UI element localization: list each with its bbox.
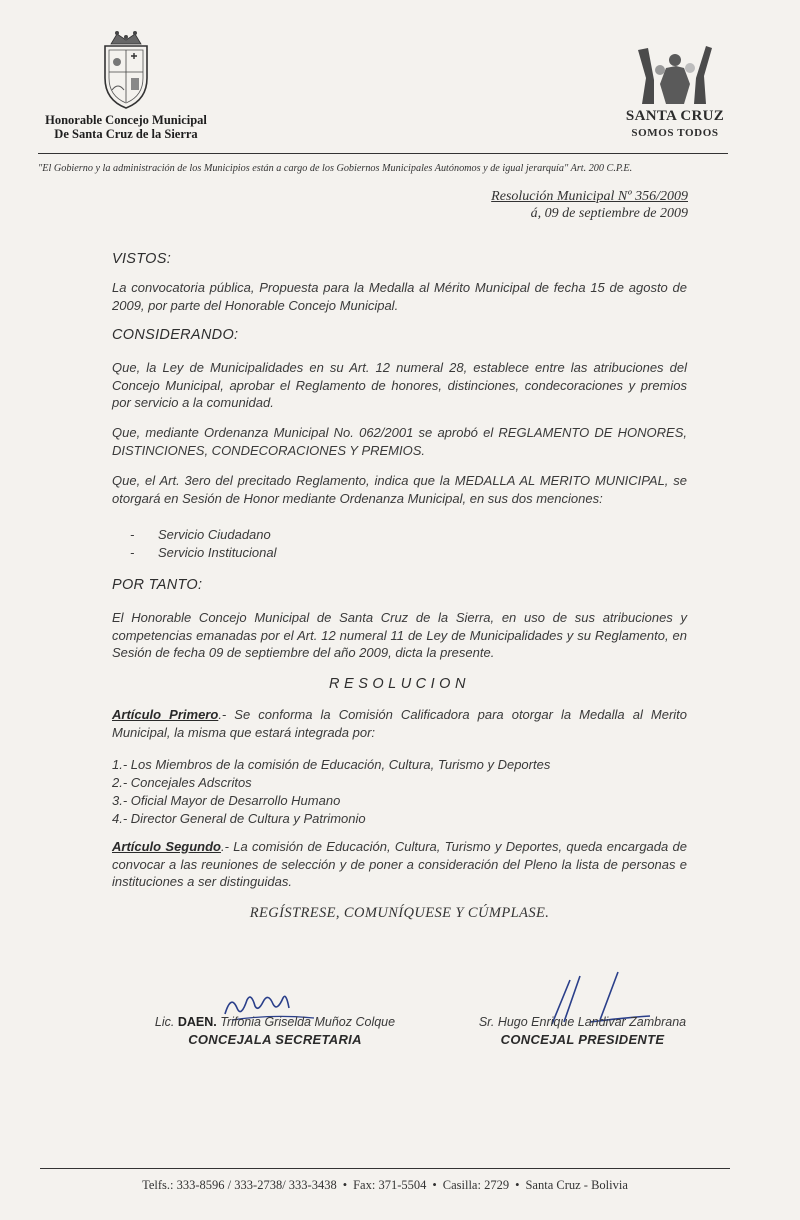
considerando-paragraph-3: Que, el Art. 3ero del precitado Reglamento, indica que la MEDALLA AL MERITO MUNICIPAL, se otorgará en Sesión de Honor mediante Ordenanza Municipal, en sus dos menciones:	[112, 473, 687, 506]
list-item: 1.- Los Miembros de la comisión de Educación, Cultura, Turismo y Deportes	[112, 757, 551, 772]
org-name-line1: Honorable Concejo Municipal	[45, 113, 207, 127]
portanto-paragraph: El Honorable Concejo Municipal de Santa Cruz de la Sierra, en uso de sus atribuciones y competencias emanadas por el Art. 12 numeral 11 de Ley de Municipalidades y su Reglamento, en Sesión de fecha 09 de septiembre del año 2009, dicta la presente.	[112, 610, 687, 660]
header-divider	[38, 153, 728, 154]
considerando-paragraph-1: Que, la Ley de Municipalidades en su Art. 12 numeral 28, establece entre las atribuciones del Concejo Municipal, aprobar el Reglamento de honores, distinciones, condecoraciones y premios por servicio a la comunidad.	[112, 360, 687, 410]
closing-formula: REGÍSTRESE, COMUNÍQUESE Y CÚMPLASE.	[249, 905, 550, 921]
resolution-date: á, 09 de septiembre de 2009	[530, 206, 688, 221]
vistos-heading: VISTOS:	[112, 251, 172, 267]
logo-brand-text: SANTA CRUZ	[625, 108, 725, 124]
signatory-left-title: CONCEJALA SECRETARIA	[188, 1032, 362, 1047]
footer-contact: Telfs.: 333-8596 / 333-2738/ 333-3438 • Fax: 371-5504 • Casilla: 2729 • Santa Cruz - Bolivia	[142, 1178, 628, 1192]
considerando-heading: CONSIDERANDO:	[112, 327, 239, 343]
article-first: Artículo Primero.- Se conforma la Comisión Calificadora para otorgar la Medalla al Merito Municipal, la misma que estará integrada por:	[112, 707, 688, 740]
commission-members-list	[112, 756, 687, 828]
footer-city: Santa Cruz - Bolivia	[525, 1178, 628, 1192]
list-item: - Servicio Institucional	[130, 545, 277, 560]
signatory-right-title: CONCEJAL PRESIDENTE	[500, 1032, 665, 1047]
footer-divider	[40, 1168, 730, 1169]
resolution-title: Resolución Municipal Nº 356/2009	[491, 189, 688, 204]
menciones-list	[130, 526, 430, 562]
org-name-line2: De Santa Cruz de la Sierra	[54, 127, 198, 141]
vistos-paragraph: La convocatoria pública, Propuesta para la Medalla al Mérito Municipal de fecha 15 de agosto de 2009, por parte del Honorable Concejo Municipal.	[112, 280, 687, 313]
portanto-heading: POR TANTO:	[112, 577, 203, 593]
list-item: 3.- Oficial Mayor de Desarrollo Humano	[112, 793, 341, 808]
considerando-paragraph-2: Que, mediante Ordenanza Municipal No. 062/2001 se aprobó el REGLAMENTO DE HONORES, DISTINCIONES, CONDECORACIONES Y PREMIOS.	[112, 425, 687, 458]
logo-slogan-text: SOMOS TODOS	[631, 127, 719, 139]
article-first-label: Artículo Primero	[112, 707, 219, 722]
list-item: 2.- Concejales Adscritos	[112, 775, 252, 790]
footer-phones: Telfs.: 333-8596 / 333-2738/ 333-3438	[142, 1178, 337, 1192]
article-second: Artículo Segundo.- La comisión de Educación, Cultura, Turismo y Deportes, queda encargada de convocar a las reuniones de selección y de poner a consideración del Pleno la lista de personas e instituciones a ser distinguidas.	[112, 839, 687, 889]
footer-casilla: Casilla: 2729	[442, 1178, 510, 1192]
signature-right	[530, 962, 680, 1042]
signatory-right-name: Sr. Hugo Enrique Landivar Zambrana	[478, 1015, 687, 1029]
constitution-quote: "El Gobierno y la administración de los Municipios están a cargo de los Gobiernos Municipales Autónomos y de igual jerarquía" Art. 200 C.P.E.	[38, 163, 633, 174]
list-item: 4.- Director General de Cultura y Patrimonio	[112, 811, 366, 826]
footer-fax: Fax: 371-5504	[353, 1178, 427, 1192]
list-item: - Servicio Ciudadano	[130, 527, 271, 542]
resolucion-heading: RESOLUCION	[329, 676, 470, 692]
article-second-label: Artículo Segundo	[112, 839, 221, 854]
signatory-left-name: Lic. DAEN. Trifonia Griselda Muñoz Colque	[154, 1015, 396, 1029]
municipal-crest-logo	[97, 28, 155, 112]
